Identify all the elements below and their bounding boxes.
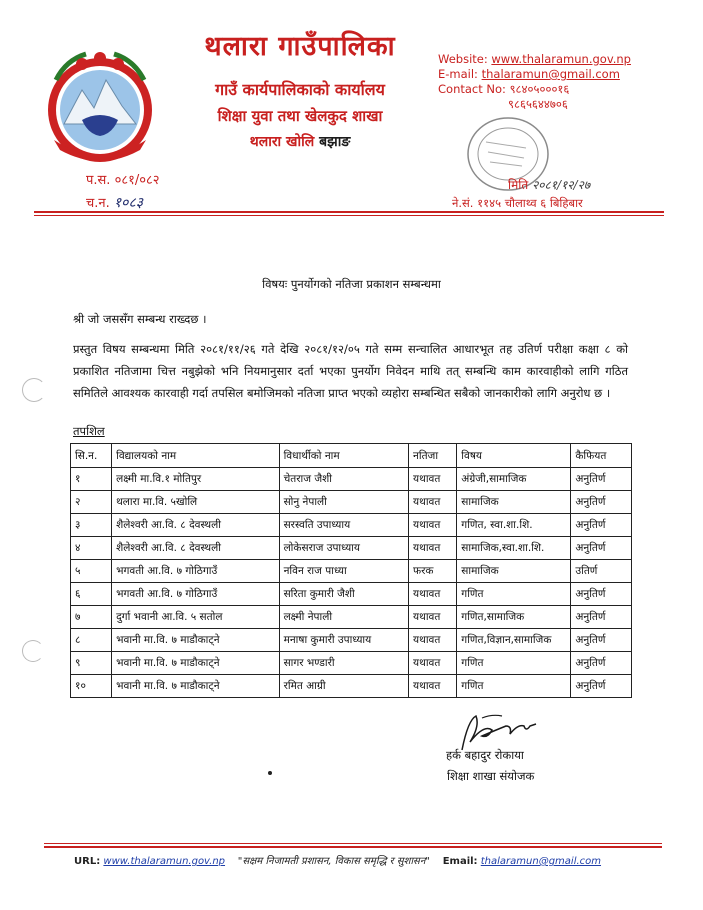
cell-student: सरिता कुमारी जैशी xyxy=(279,583,408,606)
header-divider-thin xyxy=(34,215,664,216)
cell-result: यथावत xyxy=(409,537,457,560)
table-header-row xyxy=(71,444,632,468)
cell-school: भगवती आ.वि. ७ गोठिगाउँ xyxy=(112,583,279,606)
cell-remarks: अनुतिर्ण xyxy=(571,652,632,675)
cell-subject: सामाजिक xyxy=(457,560,571,583)
table-row xyxy=(71,652,632,675)
header-school: विद्यालयको नाम xyxy=(112,444,279,468)
table-row xyxy=(71,491,632,514)
footer-url-label: URL: xyxy=(74,856,101,867)
website-link[interactable]: www.thalaramun.gov.np xyxy=(491,52,631,66)
letter-body: प्रस्तुत विषय सम्बन्धमा मिति २०८१/११/२६ गते देखि २०८१/१२/०५ गते सम्म सन्चालित आधारभूत तह उतिर्ण परीक्षा कक्षा ८ को प्रकाशित नतिजामा चित्त नबुझेको भनि नियमानुसार दर्ता भएका पुनर्योग निवेदन माथि तत् सम्बन्धि काम कारवाहीको लागि गठित समितिले आवश्यक कारवाही गर्दा तपसिल बमोजिमको नतिजा प्राप्त भएको व्यहोरा सम्बन्धित सबैको जानकारीको लागि अनुरोध छ । xyxy=(73,342,628,400)
table-row xyxy=(71,560,632,583)
cell-remarks: अनुतिर्ण xyxy=(571,468,632,491)
cell-student: सागर भण्डारी xyxy=(279,652,408,675)
contact-number-2: ९८६५६४४७०६ xyxy=(508,97,568,111)
cell-subject: सामाजिक xyxy=(457,491,571,514)
office-subtitle: गाउँ कार्यपालिकाको कार्यालय xyxy=(215,80,385,99)
header-remarks: कैफियत xyxy=(571,444,632,468)
cell-student: सोनु नेपाली xyxy=(279,491,408,514)
cell-school: भवानी मा.वि. ७ माडौकाट्ने xyxy=(112,652,279,675)
punch-hole-mark xyxy=(22,640,44,662)
cell-school: लक्ष्मी मा.वि.१ मोतिपुर xyxy=(112,468,279,491)
contact-block xyxy=(438,52,631,112)
header-divider xyxy=(34,211,664,213)
contact-number-1: ९८४०५०००१६ xyxy=(509,82,570,96)
footer-email-label: Email: xyxy=(442,856,478,867)
cell-remarks: उतिर्ण xyxy=(571,560,632,583)
cell-serial: ३ xyxy=(71,514,112,537)
cell-subject: गणित,विज्ञान,सामाजिक xyxy=(457,629,571,652)
cn-value: १०८३ xyxy=(113,195,144,211)
table-row xyxy=(71,468,632,491)
email-link[interactable]: thalaramun@gmail.com xyxy=(481,67,620,81)
cell-serial: ७ xyxy=(71,606,112,629)
table-row xyxy=(71,537,632,560)
cell-serial: ४ xyxy=(71,537,112,560)
signatory-role: शिक्षा शाखा संयोजक xyxy=(447,769,535,783)
footer-divider xyxy=(44,843,662,844)
district-text: बझाङ xyxy=(319,134,351,150)
cell-student: लक्ष्मी नेपाली xyxy=(279,606,408,629)
table-row xyxy=(71,675,632,698)
cell-result: यथावत xyxy=(409,652,457,675)
cell-subject: गणित xyxy=(457,675,571,698)
details-heading: तपशिल xyxy=(73,424,105,438)
cell-subject: अंग्रेजी,सामाजिक xyxy=(457,468,571,491)
table-row xyxy=(71,514,632,537)
cell-serial: २ xyxy=(71,491,112,514)
ps-number xyxy=(86,170,160,188)
cn-label: च.न. xyxy=(86,196,110,211)
cell-remarks: अनुतिर्ण xyxy=(571,491,632,514)
cell-subject: गणित xyxy=(457,652,571,675)
signatory-name: हर्क बहादुर रोकाया xyxy=(446,748,524,762)
footer-slogan: "सक्षम निजामती प्रशासन, विकास समृद्धि र सुशासन" xyxy=(237,856,430,867)
office-location xyxy=(180,132,420,151)
table-row xyxy=(71,629,632,652)
table-row xyxy=(71,606,632,629)
cell-school: थलारा मा.वि. ५खोलि xyxy=(112,491,279,514)
section-name: शिक्षा युवा तथा खेलकुद शाखा xyxy=(217,107,383,125)
email-label: E-mail: xyxy=(438,67,478,81)
cell-student: रमित आग्री xyxy=(279,675,408,698)
punch-hole-mark xyxy=(22,378,46,402)
footer xyxy=(74,853,601,867)
cell-school: शैलेश्वरी आ.वि. ८ देवस्थली xyxy=(112,537,279,560)
cell-serial: ९ xyxy=(71,652,112,675)
cell-remarks: अनुतिर्ण xyxy=(571,629,632,652)
cell-serial: ६ xyxy=(71,583,112,606)
cell-result: यथावत xyxy=(409,491,457,514)
cell-school: भवानी मा.वि. ७ माडौकाट्ने xyxy=(112,675,279,698)
cell-result: यथावत xyxy=(409,675,457,698)
cell-result: यथावत xyxy=(409,583,457,606)
location-text: थलारा खोलि xyxy=(249,134,315,150)
letter-date xyxy=(508,176,590,193)
cell-serial: ५ xyxy=(71,560,112,583)
cell-student: मनाषा कुमारी उपाध्याय xyxy=(279,629,408,652)
office-title: थलारा गाउँपालिका xyxy=(204,31,396,62)
cell-subject: गणित xyxy=(457,583,571,606)
cell-serial: १० xyxy=(71,675,112,698)
cell-remarks: अनुतिर्ण xyxy=(571,514,632,537)
cell-serial: ८ xyxy=(71,629,112,652)
cell-school: भगवती आ.वि. ७ गोठिगाउँ xyxy=(112,560,279,583)
cell-school: शैलेश्वरी आ.वि. ८ देवस्थली xyxy=(112,514,279,537)
cell-result: फरक xyxy=(409,560,457,583)
ps-value: ०८१/०८२ xyxy=(114,173,160,188)
ps-label: प.स. xyxy=(86,173,111,188)
website-label: Website: xyxy=(438,52,488,66)
cell-school: भवानी मा.वि. ७ माडौकाट्ने xyxy=(112,629,279,652)
cell-remarks: अनुतिर्ण xyxy=(571,537,632,560)
cell-result: यथावत xyxy=(409,629,457,652)
cn-number xyxy=(86,193,143,212)
header-subject: विषय xyxy=(457,444,571,468)
footer-divider-thick xyxy=(44,846,662,848)
header-serial: सि.न. xyxy=(71,444,112,468)
cell-result: यथावत xyxy=(409,606,457,629)
nepal-sambat-date: ने.सं. ११४५ चौलाथ्व ६ बिहिबार xyxy=(452,196,583,210)
cell-result: यथावत xyxy=(409,514,457,537)
cell-serial: १ xyxy=(71,468,112,491)
cell-student: नविन राज पाध्या xyxy=(279,560,408,583)
table-row xyxy=(71,583,632,606)
cell-remarks: अनुतिर्ण xyxy=(571,675,632,698)
cell-subject: सामाजिक,स्वा.शा.शि. xyxy=(457,537,571,560)
nepal-emblem-icon xyxy=(42,50,158,166)
contact-label: Contact No: xyxy=(438,82,506,96)
ink-dot xyxy=(268,771,272,775)
cell-result: यथावत xyxy=(409,468,457,491)
header-result: नतिजा xyxy=(409,444,457,468)
cell-school: दुर्गा भवानी आ.वि. ५ सतोल xyxy=(112,606,279,629)
results-table xyxy=(70,443,632,698)
cell-remarks: अनुतिर्ण xyxy=(571,583,632,606)
cell-student: सरस्वति उपाध्याय xyxy=(279,514,408,537)
footer-email-link[interactable]: thalaramun@gmail.com xyxy=(480,856,602,867)
letter-greeting: श्री जो जससँग सम्बन्ध राख्दछ । xyxy=(73,312,207,326)
header-student: विधार्थीको नाम xyxy=(279,444,408,468)
cell-student: लोकेसराज उपाध्याय xyxy=(279,537,408,560)
date-value: २०८१/१२/२७ xyxy=(532,178,591,192)
cell-subject: गणित,सामाजिक xyxy=(457,606,571,629)
cell-student: चेतराज जैशी xyxy=(279,468,408,491)
cell-subject: गणित, स्वा.शा.शि. xyxy=(457,514,571,537)
footer-url-link[interactable]: www.thalaramun.gov.np xyxy=(103,856,226,867)
letter-subject: विषयः पुनर्योगको नतिजा प्रकाशन सम्बन्धमा xyxy=(262,277,441,291)
date-label: मिति xyxy=(508,178,529,192)
cell-remarks: अनुतिर्ण xyxy=(571,606,632,629)
